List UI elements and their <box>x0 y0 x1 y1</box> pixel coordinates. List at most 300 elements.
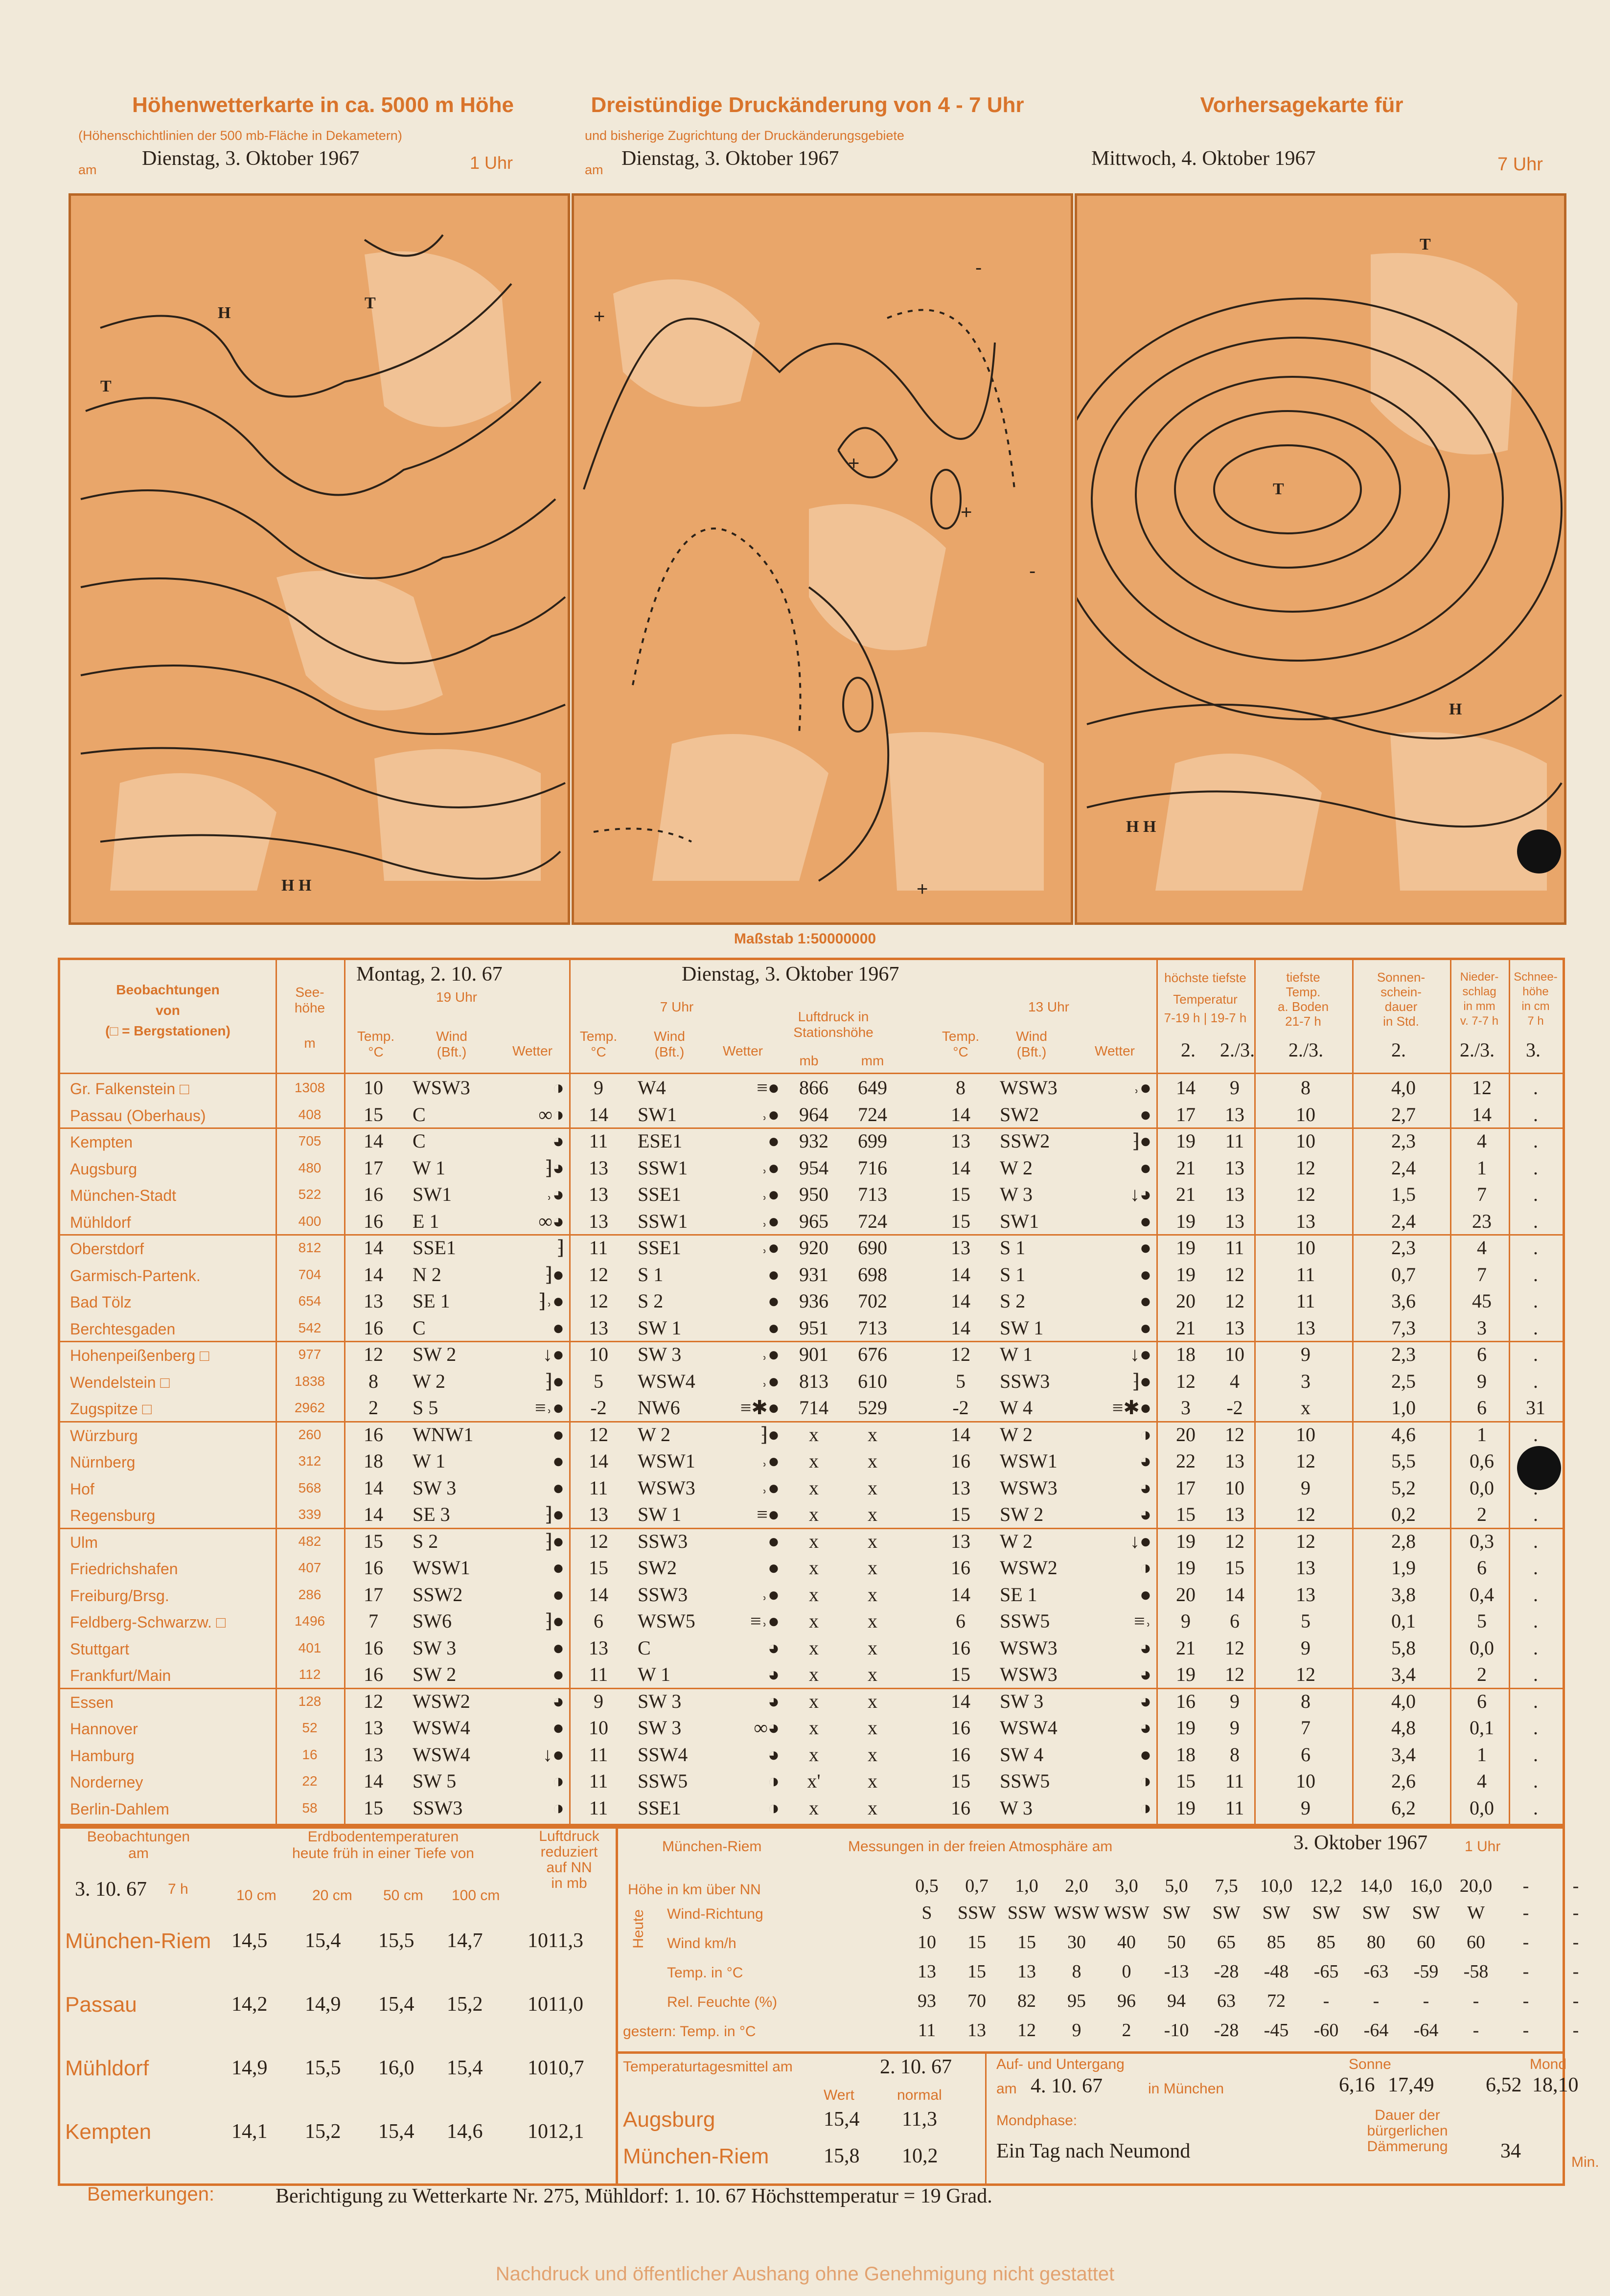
atmosphere-value: 50 <box>1167 1932 1186 1952</box>
table-cell: 11 <box>1225 1770 1244 1792</box>
table-cell: 15 <box>951 1210 970 1232</box>
table-cell: 18 <box>364 1450 383 1472</box>
table-cell: S 2 <box>1000 1290 1026 1312</box>
table-cell: 0,7 <box>1391 1263 1416 1286</box>
table-cell: x <box>809 1663 819 1685</box>
table-cell: WSW5 <box>638 1610 695 1632</box>
station-name: Kempten <box>70 1133 133 1151</box>
table-cell: 10 <box>1296 1770 1315 1792</box>
station-name: Friedrichshafen <box>70 1560 178 1578</box>
atmosphere-value: -28 <box>1214 1961 1239 1982</box>
atmosphere-row-label: Temp. in °C <box>667 1965 743 1981</box>
atmosphere-value: WSW <box>1054 1903 1100 1923</box>
soil-temp-value: 15,2 <box>447 1993 483 2016</box>
station-name: Nürnberg <box>70 1453 136 1471</box>
table-cell: ⁆● <box>760 1423 780 1446</box>
table-cell: 11 <box>589 1743 608 1766</box>
table-cell: 14 <box>1472 1103 1492 1125</box>
table-cell: 21 <box>1176 1183 1196 1205</box>
table-cell: 2,8 <box>1391 1530 1416 1552</box>
svg-text:T: T <box>1420 235 1431 253</box>
table-cell: SSE1 <box>413 1237 456 1259</box>
table-cell: ◑ <box>767 1796 780 1819</box>
table-cell: 2,3 <box>1391 1343 1416 1365</box>
table-cell: 19 <box>1176 1530 1196 1552</box>
atmosphere-value: 9 <box>1072 2020 1081 2041</box>
map1-title: Höhenwetterkarte in ca. 5000 m Höhe <box>132 93 514 117</box>
atmosphere-value: WSW <box>1104 1903 1150 1923</box>
table-cell: 31 <box>1526 1397 1545 1419</box>
table-cell: 15 <box>951 1183 970 1205</box>
table-cell: 10 <box>589 1717 608 1739</box>
table-cell: ∞◕ <box>754 1717 780 1739</box>
table-cell: WSW4 <box>413 1743 470 1766</box>
station-name: Bad Tölz <box>70 1293 132 1311</box>
table-cell: 14 <box>951 1316 970 1339</box>
table-cell: 3 <box>1477 1316 1487 1339</box>
table-cell: 17 <box>364 1156 383 1179</box>
table-cell: 7 <box>1477 1263 1487 1286</box>
table-cell: 407 <box>298 1560 322 1575</box>
table-cell: WNW1 <box>413 1423 474 1446</box>
table-cell: 1 <box>1477 1743 1487 1766</box>
table-cell: 8 <box>1301 1690 1311 1712</box>
table-cell: SW 5 <box>413 1770 457 1792</box>
table-cell: ˒● <box>761 1210 780 1232</box>
table-cell: ⁆● <box>545 1370 564 1392</box>
table-cell: 12 <box>951 1343 970 1365</box>
soil-temp-value: 15,2 <box>305 2120 341 2143</box>
height-value: 14,0 <box>1359 1876 1393 1896</box>
table-cell: SW 3 <box>413 1636 457 1659</box>
table-cell: x' <box>807 1770 821 1792</box>
table-cell: 13 <box>1225 1103 1244 1125</box>
table-cell: 19 <box>1176 1237 1196 1259</box>
atmosphere-value: 15 <box>967 1961 986 1982</box>
atmosphere-value: - <box>1522 1903 1529 1923</box>
table-cell: S 1 <box>638 1263 664 1286</box>
station-name: Norderney <box>70 1773 143 1791</box>
table-cell: ˒● <box>761 1103 780 1125</box>
table-cell: ● <box>767 1316 780 1339</box>
height-value: 0,5 <box>915 1876 939 1896</box>
atmosphere-value: 65 <box>1217 1932 1236 1952</box>
soil-temp-value: 14,2 <box>231 1993 268 2016</box>
table-cell: SSW5 <box>1000 1610 1050 1632</box>
table-cell: 12 <box>1176 1370 1196 1392</box>
station-name: Passau (Oberhaus) <box>70 1106 206 1125</box>
table-cell: ◕ <box>1139 1636 1151 1659</box>
table-cell: 954 <box>799 1156 828 1179</box>
table-cell: 901 <box>799 1343 828 1365</box>
table-cell: 23 <box>1472 1210 1492 1232</box>
atmosphere-value: - <box>1472 1991 1479 2011</box>
atmosphere-value: -63 <box>1363 1961 1389 1982</box>
table-cell: 0,0 <box>1470 1796 1494 1819</box>
table-cell: ◕ <box>1139 1476 1151 1499</box>
table-cell: 45 <box>1472 1290 1492 1312</box>
table-cell: SSE1 <box>638 1183 681 1205</box>
table-cell: 12 <box>1225 1423 1244 1446</box>
table-cell: ˒● <box>761 1183 780 1205</box>
table-cell: . <box>1533 1156 1538 1179</box>
table-cell: SW6 <box>413 1610 452 1632</box>
table-cell: ● <box>1139 1316 1151 1339</box>
table-cell: x <box>868 1636 877 1659</box>
punch-hole <box>1517 829 1561 873</box>
table-cell: SW 3 <box>638 1343 682 1365</box>
table-cell: 12 <box>1225 1636 1244 1659</box>
table-cell: x <box>809 1796 819 1819</box>
station-name: München-Stadt <box>70 1187 177 1204</box>
atmosphere-value: -64 <box>1363 2020 1389 2041</box>
table-cell: ˒● <box>1133 1077 1151 1099</box>
table-cell: ⁆● <box>1132 1130 1151 1152</box>
table-cell: 11 <box>1225 1130 1244 1152</box>
svg-text:+: + <box>917 878 928 900</box>
table-cell: W 3 <box>1000 1796 1033 1819</box>
table-cell: 15 <box>364 1530 383 1552</box>
table-cell: 14 <box>951 1583 970 1606</box>
table-cell: 15 <box>1176 1770 1196 1792</box>
table-cell: 676 <box>858 1343 887 1365</box>
table-cell: 0,2 <box>1391 1503 1416 1525</box>
table-cell: -2 <box>590 1397 607 1419</box>
table-cell: WSW4 <box>1000 1717 1058 1739</box>
station-name: Hohenpeißenberg □ <box>70 1347 209 1364</box>
table-cell: 13 <box>1225 1316 1244 1339</box>
table-cell: . <box>1533 1103 1538 1125</box>
table-cell: 21 <box>1176 1636 1196 1659</box>
table-cell: 3,8 <box>1391 1583 1416 1606</box>
table-cell: 12 <box>589 1290 608 1312</box>
sun-moon-table: Auf- und Untergang am 4. 10. 67 in München Sonne Mond 6,16 17,49 6,52 18,10 Mondphase: Ein Tag nach Neumond Dauer der bürgerlichen Dämmerung 34 Min. <box>985 2051 1563 2186</box>
table-cell: 11 <box>589 1476 608 1499</box>
table-cell: 11 <box>1225 1796 1244 1819</box>
soil-temp-value: 15,5 <box>378 1929 414 1952</box>
table-cell: ◕ <box>767 1636 780 1659</box>
table-cell: x <box>809 1636 819 1659</box>
table-cell: 11 <box>589 1796 608 1819</box>
table-cell: 0,4 <box>1470 1583 1494 1606</box>
atmosphere-value: -59 <box>1413 1961 1439 1982</box>
table-cell: 6 <box>594 1610 603 1632</box>
table-cell: S 1 <box>1000 1263 1026 1286</box>
table-cell: SW 3 <box>413 1476 457 1499</box>
table-cell: 58 <box>302 1800 318 1815</box>
table-cell: SSW3 <box>413 1796 463 1819</box>
table-cell: 15 <box>1176 1503 1196 1525</box>
atmosphere-value: - <box>1423 1991 1429 2011</box>
table-cell: 19 <box>1176 1210 1196 1232</box>
table-cell: 14 <box>589 1103 608 1125</box>
table-cell: 12 <box>364 1690 383 1712</box>
table-cell: . <box>1533 1077 1538 1099</box>
station-name: Hannover <box>70 1720 138 1738</box>
table-cell: ● <box>1139 1743 1151 1766</box>
table-cell: 2,4 <box>1391 1156 1416 1179</box>
map1-subtitle: (Höhenschichtlinien der 500 mb-Fläche in Dekametern) <box>78 128 402 143</box>
table-cell: 14 <box>1225 1583 1244 1606</box>
table-cell: 16 <box>364 1423 383 1446</box>
atmosphere-value: -58 <box>1463 1961 1489 1982</box>
table-cell: 2,3 <box>1391 1237 1416 1259</box>
table-cell: ● <box>552 1583 564 1606</box>
svg-text:+: + <box>848 453 860 474</box>
table-cell: 1,0 <box>1391 1397 1416 1419</box>
table-cell: W 2 <box>1000 1423 1033 1446</box>
table-cell: ≡● <box>757 1077 780 1099</box>
atmosphere-value: 8 <box>1072 1961 1081 1982</box>
pressure-nn-value: 1012,1 <box>528 2120 584 2143</box>
table-cell: 8 <box>1230 1743 1240 1766</box>
obs-date: 3. 10. 67 <box>75 1878 147 1901</box>
table-cell: ◕ <box>767 1743 780 1766</box>
atmosphere-value: 10 <box>918 1932 936 1952</box>
table-cell: 13 <box>951 1237 970 1259</box>
table-cell: ● <box>767 1290 780 1312</box>
table-cell: 9 <box>1181 1610 1191 1632</box>
table-cell: 22 <box>302 1773 318 1789</box>
table-cell: ● <box>552 1316 564 1339</box>
height-value: 20,0 <box>1459 1876 1493 1896</box>
table-cell: 6 <box>1477 1343 1487 1365</box>
table-cell: 2 <box>1477 1503 1487 1525</box>
atmosphere-value: - <box>1572 1932 1579 1952</box>
table-cell: 15 <box>951 1503 970 1525</box>
table-cell: 13 <box>589 1183 608 1205</box>
table-cell: 17 <box>1176 1476 1196 1499</box>
soil-temp-value: 14,5 <box>231 1929 268 1952</box>
table-cell: 10 <box>1296 1237 1315 1259</box>
table-cell: 12 <box>1296 1663 1315 1685</box>
table-cell: WSW4 <box>638 1370 695 1392</box>
station-name: Freiburg/Brsg. <box>70 1586 169 1605</box>
soil-temp-value: 16,0 <box>378 2057 414 2079</box>
table-cell: 8 <box>956 1077 966 1099</box>
soil-temp-value: 14,6 <box>447 2120 483 2143</box>
table-cell: ˒● <box>761 1476 780 1499</box>
table-cell: 14 <box>951 1103 970 1125</box>
table-cell: SW2 <box>1000 1103 1039 1125</box>
table-cell: SW 2 <box>413 1343 457 1365</box>
table-cell: 690 <box>858 1237 887 1259</box>
table-cell: 3 <box>1301 1370 1311 1392</box>
table-cell: ↓● <box>542 1343 564 1365</box>
atmosphere-value: SW <box>1212 1903 1241 1923</box>
table-cell: 7 <box>1301 1717 1311 1739</box>
table-cell: 1 <box>1477 1423 1487 1446</box>
table-cell: 14 <box>1176 1077 1196 1099</box>
table-cell: 12 <box>1472 1077 1492 1099</box>
table-cell: SSW1 <box>638 1156 688 1179</box>
table-cell: 13 <box>1225 1183 1244 1205</box>
table-cell: W 1 <box>413 1156 446 1179</box>
table-cell: 13 <box>364 1290 383 1312</box>
table-cell: 977 <box>298 1347 322 1362</box>
forecast-map <box>1075 193 1566 925</box>
table-cell: 920 <box>799 1237 828 1259</box>
table-cell: SW 1 <box>638 1316 682 1339</box>
table-cell: 932 <box>799 1130 828 1152</box>
table-cell: 12 <box>1225 1663 1244 1685</box>
table-cell: 724 <box>858 1103 887 1125</box>
table-cell: 12 <box>1225 1530 1244 1552</box>
table-cell: 9 <box>594 1077 603 1099</box>
map3-date: Mittwoch, 4. Oktober 1967 <box>1091 147 1316 170</box>
table-cell: SW 4 <box>1000 1743 1044 1766</box>
map-scale: Maßstab 1:50000000 <box>734 931 876 947</box>
svg-text:-: - <box>975 257 982 278</box>
soil-temp-value: 15,5 <box>305 2057 341 2079</box>
svg-text:H: H <box>218 304 231 322</box>
table-cell: ● <box>1139 1210 1151 1232</box>
table-cell: 400 <box>298 1213 322 1229</box>
atmosphere-value: 13 <box>967 2020 986 2041</box>
atmosphere-value: 95 <box>1067 1991 1086 2011</box>
table-cell: x <box>1301 1397 1311 1419</box>
atmosphere-value: 82 <box>1017 1991 1036 2011</box>
table-cell: 14 <box>951 1423 970 1446</box>
table-cell: 12 <box>1296 1156 1315 1179</box>
table-cell: 7 <box>1477 1183 1487 1205</box>
table-cell: 260 <box>298 1426 322 1442</box>
table-cell: ● <box>1139 1237 1151 1259</box>
station-name: Garmisch-Partenk. <box>70 1266 201 1285</box>
table-cell: . <box>1533 1237 1538 1259</box>
table-cell: 0,0 <box>1470 1636 1494 1659</box>
table-cell: 13 <box>589 1156 608 1179</box>
table-cell: 866 <box>799 1077 828 1099</box>
table-cell: 7 <box>368 1610 378 1632</box>
table-cell: SW1 <box>1000 1210 1039 1232</box>
table-cell: 724 <box>858 1210 887 1232</box>
atmosphere-value: 94 <box>1167 1991 1186 2011</box>
table-cell: 964 <box>799 1103 828 1125</box>
atmosphere-value: 60 <box>1467 1932 1485 1952</box>
map2-date: Dienstag, 3. Oktober 1967 <box>621 147 839 170</box>
table-cell: 1496 <box>294 1613 325 1629</box>
table-cell: ⁆ <box>556 1237 564 1259</box>
table-cell: 14 <box>364 1237 383 1259</box>
table-cell: 16 <box>1176 1690 1196 1712</box>
table-cell: 19 <box>1176 1796 1196 1819</box>
table-cell: 12 <box>1225 1290 1244 1312</box>
table-cell: 12 <box>589 1530 608 1552</box>
atmosphere-value: 72 <box>1267 1991 1286 2011</box>
table-cell: 16 <box>364 1636 383 1659</box>
table-cell: ◕ <box>1139 1503 1151 1525</box>
table-cell: NW6 <box>638 1397 680 1419</box>
atmosphere-value: 40 <box>1117 1932 1136 1952</box>
atmosphere-value: 0 <box>1122 1961 1131 1982</box>
table-cell: ◑ <box>1139 1557 1151 1579</box>
station-name: Regensburg <box>70 1507 156 1524</box>
table-cell: 10 <box>589 1343 608 1365</box>
atmosphere-value: 85 <box>1317 1932 1335 1952</box>
table-cell: 5,5 <box>1391 1450 1416 1472</box>
table-cell: x <box>809 1423 819 1446</box>
table-cell: ● <box>767 1263 780 1286</box>
atmosphere-value: - <box>1373 1991 1380 2011</box>
atmosphere-value: - <box>1472 2020 1479 2041</box>
table-cell: 482 <box>298 1533 322 1549</box>
table-cell: 713 <box>858 1183 887 1205</box>
table-cell: x <box>809 1450 819 1472</box>
table-cell: 11 <box>1296 1263 1315 1286</box>
table-cell: 13 <box>951 1530 970 1552</box>
table-cell: 19 <box>1176 1557 1196 1579</box>
table-cell: W 3 <box>1000 1183 1033 1205</box>
map1-am: am <box>78 162 97 177</box>
table-cell: W 1 <box>1000 1343 1033 1365</box>
table-cell: SSW5 <box>1000 1770 1050 1792</box>
table-cell: 10 <box>1296 1423 1315 1446</box>
svg-text:T: T <box>1273 480 1284 498</box>
height-value: 1,0 <box>1015 1876 1038 1896</box>
table-cell: x <box>868 1450 877 1472</box>
table-cell: . <box>1533 1690 1538 1712</box>
map3-time: 7 Uhr <box>1497 154 1543 175</box>
height-value: 2,0 <box>1065 1876 1088 1896</box>
table-cell: 4,0 <box>1391 1690 1416 1712</box>
tuesday-header: Dienstag, 3. Oktober 1967 <box>682 963 899 986</box>
table-cell: SSW2 <box>1000 1130 1050 1152</box>
table-cell: x <box>868 1557 877 1579</box>
table-cell: 16 <box>951 1557 970 1579</box>
table-cell: 713 <box>858 1316 887 1339</box>
table-cell: ◕ <box>1139 1717 1151 1739</box>
table-cell: ● <box>1139 1156 1151 1179</box>
table-cell: WSW3 <box>638 1476 695 1499</box>
table-cell: ≡˒● <box>534 1397 564 1419</box>
table-cell: ● <box>552 1717 564 1739</box>
atmosphere-value: 15 <box>1017 1932 1036 1952</box>
table-cell: W 4 <box>1000 1397 1033 1419</box>
table-cell: ˒● <box>761 1156 780 1179</box>
table-cell: SE 3 <box>413 1503 450 1525</box>
atmosphere-value: 12 <box>1017 2020 1036 2041</box>
table-cell: 14 <box>364 1130 383 1152</box>
table-cell: ◑ <box>1139 1770 1151 1792</box>
table-cell: N 2 <box>413 1263 441 1286</box>
atmosphere-value: - <box>1572 1991 1579 2011</box>
table-cell: 15 <box>951 1663 970 1685</box>
table-cell: 6 <box>1301 1743 1311 1766</box>
station-name: Gr. Falkenstein □ <box>70 1080 189 1098</box>
table-cell: x <box>809 1476 819 1499</box>
atmosphere-value: -28 <box>1214 2020 1239 2041</box>
table-cell: 2,5 <box>1391 1370 1416 1392</box>
table-cell: 14 <box>364 1503 383 1525</box>
soil-temp-value: 14,9 <box>305 1993 341 2016</box>
table-cell: W 2 <box>1000 1156 1033 1179</box>
atmosphere-value: 13 <box>1017 1961 1036 1982</box>
table-cell: 14 <box>951 1290 970 1312</box>
atmosphere-value: 63 <box>1217 1991 1236 2011</box>
height-value: 5,0 <box>1165 1876 1188 1896</box>
svg-text:+: + <box>594 306 605 327</box>
table-cell: 610 <box>858 1370 887 1392</box>
table-cell: ≡˒ <box>1134 1610 1151 1632</box>
soil-temp-value: 15,4 <box>447 2057 483 2079</box>
atmosphere-value: - <box>1572 2020 1579 2041</box>
table-cell: 16 <box>951 1450 970 1472</box>
pressure-nn-value: 1010,7 <box>528 2057 584 2079</box>
table-cell: 3,4 <box>1391 1663 1416 1685</box>
table-cell: 15 <box>364 1796 383 1819</box>
table-cell: ◑ <box>552 1796 564 1819</box>
